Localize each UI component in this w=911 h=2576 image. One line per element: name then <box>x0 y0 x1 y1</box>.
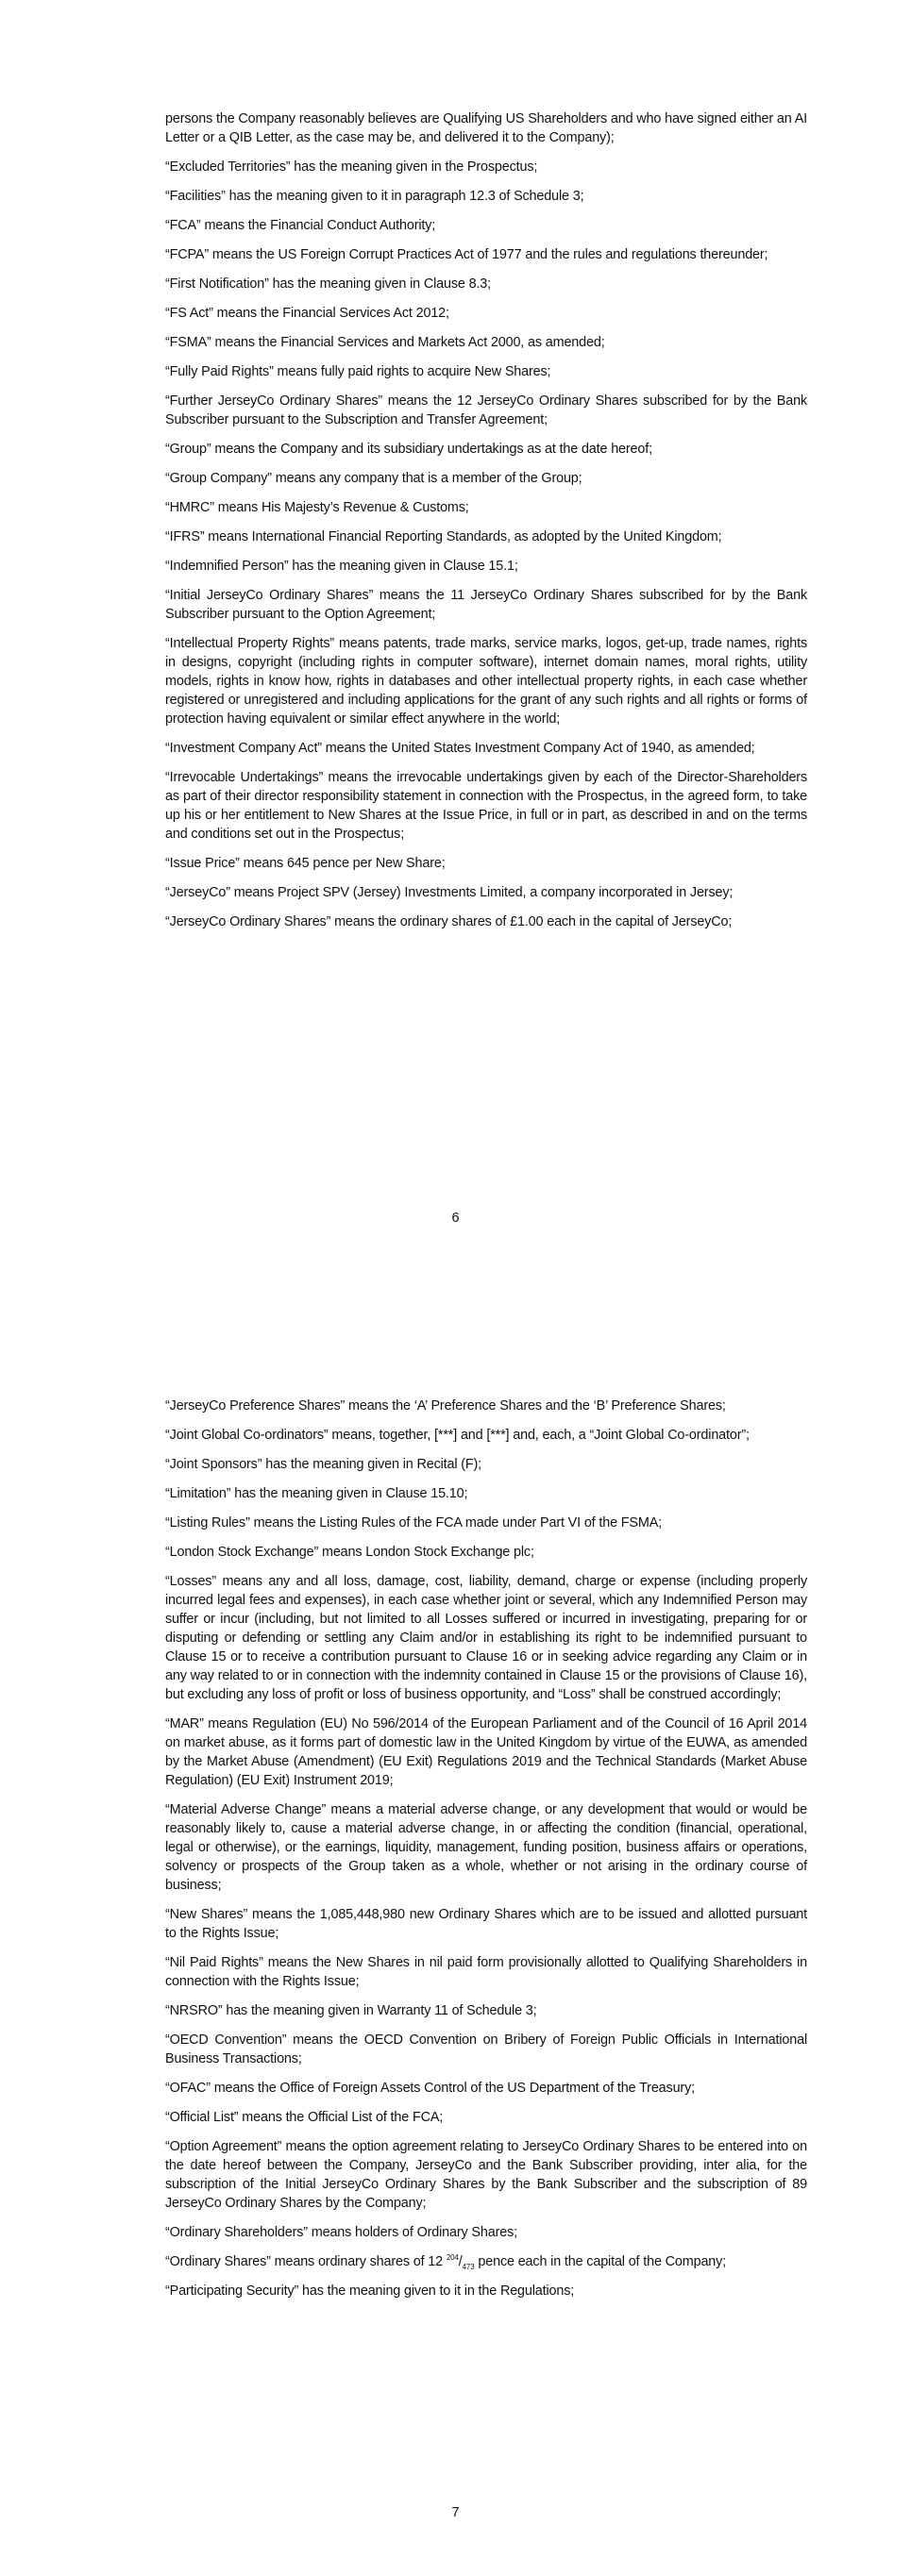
definition-paragraph: “Further JerseyCo Ordinary Shares” means the 12 JerseyCo Ordinary Shares subscribed for by the Bank Subscriber pursuant to the Subscription and Transfer Agreement; <box>165 393 807 427</box>
definition-paragraph: “Losses” means any and all loss, damage, cost, liability, demand, charge or expense (including properly incurred legal fees and expenses), in each case whether joint or several, which any Indemnified Person may suffer or incur (including, but not limited to all Losses suffered or incurred in investigating, preparing for or disputing or defending or settling any Claim and/or in establishing its right to be indemnified pursuant to Clause 15 or to receive a contribution pursuant to Clause 16 or in seeking advice regarding any Claim or in any way related to or in connection with the indemnity contained in Clause 15 or the provisions of Clause 16), but excluding any loss of profit or loss of business opportunity, and “Loss” shall be construed accordingly; <box>165 1574 807 1702</box>
definition-paragraph: “JerseyCo Ordinary Shares” means the ordinary shares of £1.00 each in the capital of JerseyCo; <box>165 914 733 929</box>
page-7 <box>0 1340 911 2576</box>
definition-paragraph: “Material Adverse Change” means a material adverse change, or any development that would or would be reasonably likely to, cause a material adverse change, in or affecting the condition (financial, operational, legal or otherwise), or the earnings, liquidity, management, funding position, business affairs or operations, solvency or prospects of the Group taken as a whole, whether or not arising in the ordinary course of business; <box>165 1802 807 1893</box>
definition-paragraph: “London Stock Exchange” means London Stock Exchange plc; <box>165 1545 534 1560</box>
definition-paragraph: “Participating Security” has the meaning given to it in the Regulations; <box>165 2283 575 2299</box>
definition-paragraph: “MAR” means Regulation (EU) No 596/2014 of the European Parliament and of the Council of 16 April 2014 on market abuse, as it forms part of domestic law in the United Kingdom by virtue of the EUWA, as amended by the Market Abuse (Amendment) (EU Exit) Regulations 2019 and the Technical Standards (Market Abuse Regulation) (EU Exit) Instrument 2019; <box>165 1716 807 1788</box>
definition-paragraph: “Group Company” means any company that is a member of the Group; <box>165 471 582 486</box>
definition-paragraph: “Indemnified Person” has the meaning given in Clause 15.1; <box>165 559 518 574</box>
definition-text: “Ordinary Shares” means ordinary shares of 12 <box>165 2254 443 2269</box>
definition-paragraph: “HMRC” means His Majesty’s Revenue & Customs; <box>165 500 469 515</box>
definition-paragraph: “OECD Convention” means the OECD Convention on Bribery of Foreign Public Officials in International Business Transactions; <box>165 2032 807 2066</box>
page-number: 6 <box>451 1211 460 1226</box>
definition-paragraph: “NRSRO” has the meaning given in Warranty 11 of Schedule 3; <box>165 2003 537 2018</box>
definition-paragraph: “JerseyCo Preference Shares” means the ‘A’ Preference Shares and the ‘B’ Preference Shares; <box>165 1398 726 1413</box>
definition-paragraph: “OFAC” means the Office of Foreign Assets Control of the US Department of the Treasury; <box>165 2081 695 2096</box>
definition-text: pence each in the capital of the Company; <box>478 2254 727 2269</box>
definition-paragraph: “New Shares” means the 1,085,448,980 new Ordinary Shares which are to be issued and allotted pursuant to the Rights Issue; <box>165 1907 807 1941</box>
definition-paragraph: “First Notification” has the meaning given in Clause 8.3; <box>165 276 491 292</box>
definition-paragraph: “Group” means the Company and its subsidiary undertakings as at the date hereof; <box>165 442 652 457</box>
definition-paragraph: “Intellectual Property Rights” means patents, trade marks, service marks, logos, get-up, trade names, rights in designs, copyright (including rights in computer software), internet domain names, moral rights, utility models, rights in know how, rights in databases and other intellectual property rights, in each case whether registered or unregistered and including applications for the grant of any such rights and all rights or forms of protection having equivalent or similar effect anywhere in the world; <box>165 636 807 727</box>
definition-paragraph: “FCPA” means the US Foreign Corrupt Practices Act of 1977 and the rules and regulations thereunder; <box>165 247 768 262</box>
definition-paragraph: “Excluded Territories” has the meaning given in the Prospectus; <box>165 159 538 175</box>
definition-paragraph: “JerseyCo” means Project SPV (Jersey) Investments Limited, a company incorporated in Jersey; <box>165 885 734 900</box>
definition-paragraph: “Irrevocable Undertakings” means the irrevocable undertakings given by each of the Director-Shareholders as part of their director responsibility statement in connection with the Prospectus, in the agreed form, to take up his or her entitlement to New Shares at the Issue Price, in full or in part, as described in and on the terms and conditions set out in the Prospectus; <box>165 770 807 842</box>
page-number: 7 <box>451 2505 460 2520</box>
definition-paragraph: “Joint Global Co-ordinators” means, together, [***] and [***] and, each, a “Joint Global Co-ordinator”; <box>165 1428 750 1443</box>
definition-paragraph: persons the Company reasonably believes are Qualifying US Shareholders and who have signed either an AI Letter or a QIB Letter, as the case may be, and delivered it to the Company); <box>165 111 807 145</box>
definition-paragraph: “FS Act” means the Financial Services Act 2012; <box>165 306 449 321</box>
definition-paragraph: “Ordinary Shareholders” means holders of Ordinary Shares; <box>165 2225 517 2240</box>
definition-paragraph: “IFRS” means International Financial Reporting Standards, as adopted by the United Kingdom; <box>165 529 722 544</box>
definition-paragraph: “FCA” means the Financial Conduct Authority; <box>165 218 436 233</box>
fraction-numerator: 204 <box>446 2253 459 2263</box>
ordinary-shares-definition: “Ordinary Shares” means ordinary shares of 12 $^{204}/_{473}$ pence each in the capital of the Company; <box>165 2253 727 2271</box>
definition-paragraph: “Investment Company Act” means the United States Investment Company Act of 1940, as amended; <box>165 741 755 756</box>
definition-paragraph: “Fully Paid Rights” means fully paid rights to acquire New Shares; <box>165 364 551 379</box>
definition-paragraph: “Joint Sponsors” has the meaning given in Recital (F); <box>165 1457 482 1472</box>
definition-paragraph: “Official List” means the Official List of the FCA; <box>165 2110 444 2125</box>
definitions-list <box>165 109 807 942</box>
definition-paragraph: “Option Agreement” means the option agreement relating to JerseyCo Ordinary Shares to be entered into on the date hereof between the Company, JerseyCo and the Bank Subscriber providing, inter alia, for the subscription of the Initial JerseyCo Ordinary Shares by the Bank Subscriber and the subscription of 89 JerseyCo Ordinary Shares by the Company; <box>165 2139 807 2211</box>
definition-paragraph: “Initial JerseyCo Ordinary Shares” means the 11 JerseyCo Ordinary Shares subscribed for by the Bank Subscriber pursuant to the Option Agreement; <box>165 588 807 622</box>
definition-paragraph: “Limitation” has the meaning given in Clause 15.10; <box>165 1486 468 1501</box>
definition-paragraph: “Issue Price” means 645 pence per New Share; <box>165 856 446 871</box>
fraction-denominator: 473 <box>462 2262 475 2271</box>
definition-paragraph: “FSMA” means the Financial Services and Markets Act 2000, as amended; <box>165 335 605 350</box>
definitions-list <box>165 1397 807 2311</box>
definition-paragraph: “Listing Rules” means the Listing Rules of the FCA made under Part VI of the FSMA; <box>165 1515 662 1531</box>
definition-paragraph: “Facilities” has the meaning given to it in paragraph 12.3 of Schedule 3; <box>165 189 584 204</box>
definition-paragraph: “Nil Paid Rights” means the New Shares in nil paid form provisionally allotted to Qualifying Shareholders in connection with the Rights Issue; <box>165 1955 807 1989</box>
